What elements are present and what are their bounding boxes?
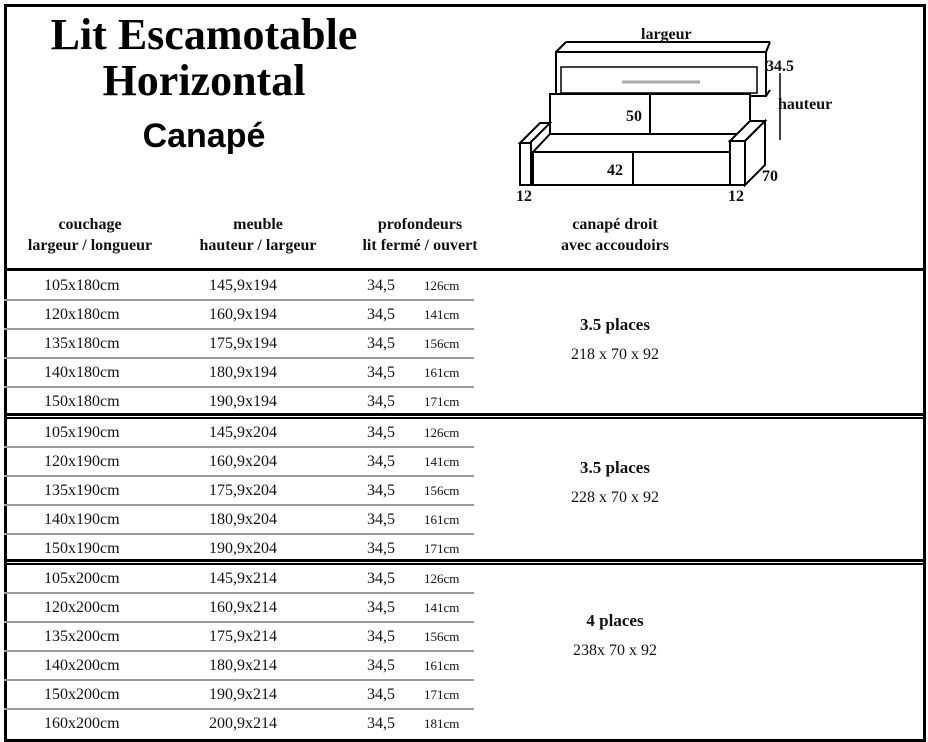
label-arm-right: 12 xyxy=(728,188,744,205)
cell-meuble: 175,9x214 xyxy=(209,628,277,645)
cell-ouvert: 161cm xyxy=(424,365,460,380)
cell-ouvert: 156cm xyxy=(424,336,460,351)
sofa-dimensions: 238x 70 x 92 xyxy=(573,642,657,659)
column-header-meuble: meuble hauteur / largeur xyxy=(199,216,317,254)
table-row xyxy=(4,272,474,301)
cell-ferme: 34,5 xyxy=(367,393,395,410)
cell-ouvert: 161cm xyxy=(424,658,460,673)
table-row xyxy=(4,535,474,562)
subtitle: Canapé xyxy=(142,117,266,155)
cell-ferme: 34,5 xyxy=(367,306,395,323)
cell-ouvert: 181cm xyxy=(424,716,460,731)
column-header-canape: canapé droit avec accoudoirs xyxy=(561,216,669,254)
cabinet-panel xyxy=(561,67,757,93)
table-row xyxy=(4,301,474,330)
cell-meuble: 160,9x204 xyxy=(209,453,277,470)
arm-right xyxy=(730,141,745,185)
label-arm-left: 12 xyxy=(516,188,532,205)
cell-ferme: 34,5 xyxy=(367,657,395,674)
cell-couchage: 105x200cm xyxy=(44,570,120,587)
cell-couchage: 135x200cm xyxy=(44,628,120,645)
cell-ouvert: 171cm xyxy=(424,394,460,409)
group-separator xyxy=(4,559,926,562)
cell-couchage: 105x180cm xyxy=(44,277,120,294)
cell-meuble: 145,9x214 xyxy=(209,570,277,587)
cell-ferme: 34,5 xyxy=(367,599,395,616)
cell-meuble: 180,9x204 xyxy=(209,511,277,528)
cell-meuble: 190,9x194 xyxy=(209,393,277,410)
cell-ouvert: 156cm xyxy=(424,629,460,644)
table-row xyxy=(4,330,474,359)
cell-ferme: 34,5 xyxy=(367,570,395,587)
cell-ouvert: 156cm xyxy=(424,483,460,498)
arm-left xyxy=(520,143,531,185)
table-row xyxy=(4,448,474,477)
cell-ouvert: 171cm xyxy=(424,687,460,702)
table-row xyxy=(4,681,474,710)
cell-ouvert: 161cm xyxy=(424,512,460,527)
cell-meuble: 190,9x214 xyxy=(209,686,277,703)
cell-couchage: 120x200cm xyxy=(44,599,120,616)
cell-meuble: 200,9x214 xyxy=(209,715,277,732)
cell-ferme: 34,5 xyxy=(367,511,395,528)
cell-couchage: 150x200cm xyxy=(44,686,120,703)
cell-ferme: 34,5 xyxy=(367,540,395,557)
cell-couchage: 140x180cm xyxy=(44,364,120,381)
table-row xyxy=(4,419,474,448)
cell-meuble: 190,9x204 xyxy=(209,540,277,557)
cell-meuble: 160,9x214 xyxy=(209,599,277,616)
cell-couchage: 120x190cm xyxy=(44,453,120,470)
cell-couchage: 135x190cm xyxy=(44,482,120,499)
cell-couchage: 150x190cm xyxy=(44,540,120,557)
table-row xyxy=(4,710,474,737)
cell-ferme: 34,5 xyxy=(367,628,395,645)
table-row xyxy=(4,359,474,388)
header-separator xyxy=(4,268,926,271)
cell-ouvert: 126cm xyxy=(424,425,460,440)
cell-couchage: 140x200cm xyxy=(44,657,120,674)
cell-ouvert: 141cm xyxy=(424,454,460,469)
cell-couchage: 135x180cm xyxy=(44,335,120,352)
cell-ferme: 34,5 xyxy=(367,686,395,703)
seat-top xyxy=(533,134,750,152)
cell-couchage: 105x190cm xyxy=(44,424,120,441)
sofa-dimensions: 228 x 70 x 92 xyxy=(571,489,659,506)
label-depth: 70 xyxy=(762,168,778,185)
cell-meuble: 175,9x194 xyxy=(209,335,277,352)
column-header-profondeurs: profondeurs lit fermé / ouvert xyxy=(362,216,478,254)
table-row xyxy=(4,623,474,652)
table-row xyxy=(4,594,474,623)
cell-ouvert: 126cm xyxy=(424,278,460,293)
cell-ouvert: 126cm xyxy=(424,571,460,586)
table-row xyxy=(4,388,474,415)
cell-ferme: 34,5 xyxy=(367,335,395,352)
cell-meuble: 145,9x204 xyxy=(209,424,277,441)
cell-ferme: 34,5 xyxy=(367,453,395,470)
cell-meuble: 180,9x194 xyxy=(209,364,277,381)
label-largeur: largeur xyxy=(641,26,692,43)
sofa-dimensions: 218 x 70 x 92 xyxy=(571,346,659,363)
cell-ferme: 34,5 xyxy=(367,277,395,294)
sofa-places: 3.5 places xyxy=(580,458,650,477)
table-row xyxy=(4,506,474,535)
table-row xyxy=(4,652,474,681)
cell-meuble: 180,9x214 xyxy=(209,657,277,674)
cell-meuble: 145,9x194 xyxy=(209,277,277,294)
label-seat-height: 42 xyxy=(607,162,623,179)
cell-ferme: 34,5 xyxy=(367,364,395,381)
cabinet-edge-right xyxy=(766,42,770,52)
sofa-spec xyxy=(540,314,690,366)
cell-meuble: 160,9x194 xyxy=(209,306,277,323)
sofa-places: 3.5 places xyxy=(580,315,650,334)
cell-meuble: 175,9x204 xyxy=(209,482,277,499)
cell-ouvert: 171cm xyxy=(424,541,460,556)
cell-ferme: 34,5 xyxy=(367,424,395,441)
title-line-1: Lit Escamotable xyxy=(50,10,358,59)
label-hauteur: hauteur xyxy=(778,96,833,113)
cabinet-edge-left xyxy=(556,42,566,52)
sofa-places: 4 places xyxy=(586,611,644,630)
table-row xyxy=(4,477,474,506)
cell-ouvert: 141cm xyxy=(424,307,460,322)
seat-cushion-right xyxy=(633,152,738,185)
sofa-spec xyxy=(540,457,690,509)
cell-couchage: 140x190cm xyxy=(44,511,120,528)
cell-couchage: 120x180cm xyxy=(44,306,120,323)
cell-couchage: 160x200cm xyxy=(44,715,120,732)
title-line-2: Horizontal xyxy=(102,56,306,105)
cell-ferme: 34,5 xyxy=(367,715,395,732)
group-separator xyxy=(4,413,926,416)
cell-ouvert: 141cm xyxy=(424,600,460,615)
cell-ferme: 34,5 xyxy=(367,482,395,499)
back-cushion-right xyxy=(650,94,750,136)
column-header-couchage: couchage largeur / longueur xyxy=(27,216,153,254)
table-row xyxy=(4,565,474,594)
sofa-spec xyxy=(540,610,690,662)
label-back-height: 50 xyxy=(626,108,642,125)
label-depth-top: 34.5 xyxy=(766,58,794,75)
cell-couchage: 150x180cm xyxy=(44,393,120,410)
